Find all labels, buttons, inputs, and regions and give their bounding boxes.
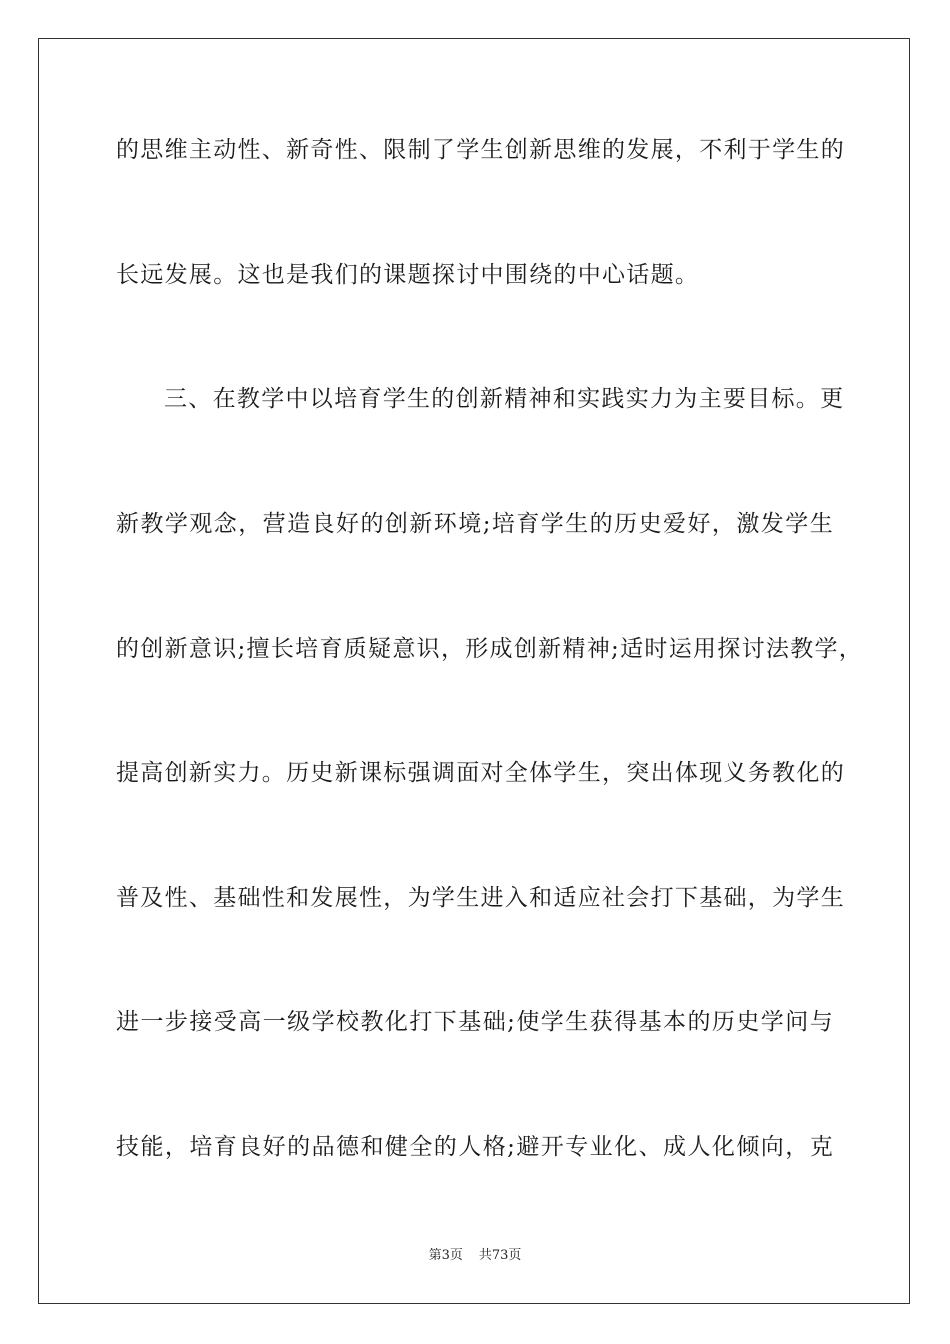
body-line-8: 进一步接受高一级学校教化打下基础;使学生获得基本的历史学问与: [116, 1009, 834, 1035]
body-line-7: 普及性、基础性和发展性，为学生进入和适应社会打下基础，为学生: [116, 885, 845, 911]
page-footer: [0, 1247, 950, 1265]
body-line-3: 三、在教学中以培育学生的创新精神和实践实力为主要目标。更: [164, 386, 845, 412]
body-line-1: 的思维主动性、新奇性、限制了学生创新思维的发展，不利于学生的: [116, 137, 845, 163]
body-line-2: 长远发展。这也是我们的课题探讨中围绕的中心话题。: [116, 262, 700, 288]
body-line-5: 的创新意识;擅长培育质疑意识，形成创新精神;适时运用探讨法教学，: [116, 636, 864, 662]
page-total: 共73页: [478, 1248, 522, 1263]
body-line-9: 技能，培育良好的品德和健全的人格;避开专业化、成人化倾向，克: [116, 1134, 834, 1160]
page-border: [38, 38, 910, 1304]
body-line-4: 新教学观念，营造良好的创新环境;培育学生的历史爱好，激发学生: [116, 511, 834, 537]
page-number: 第3页: [428, 1248, 463, 1263]
body-line-6: 提高创新实力。历史新课标强调面对全体学生，突出体现义务教化的: [116, 760, 845, 786]
